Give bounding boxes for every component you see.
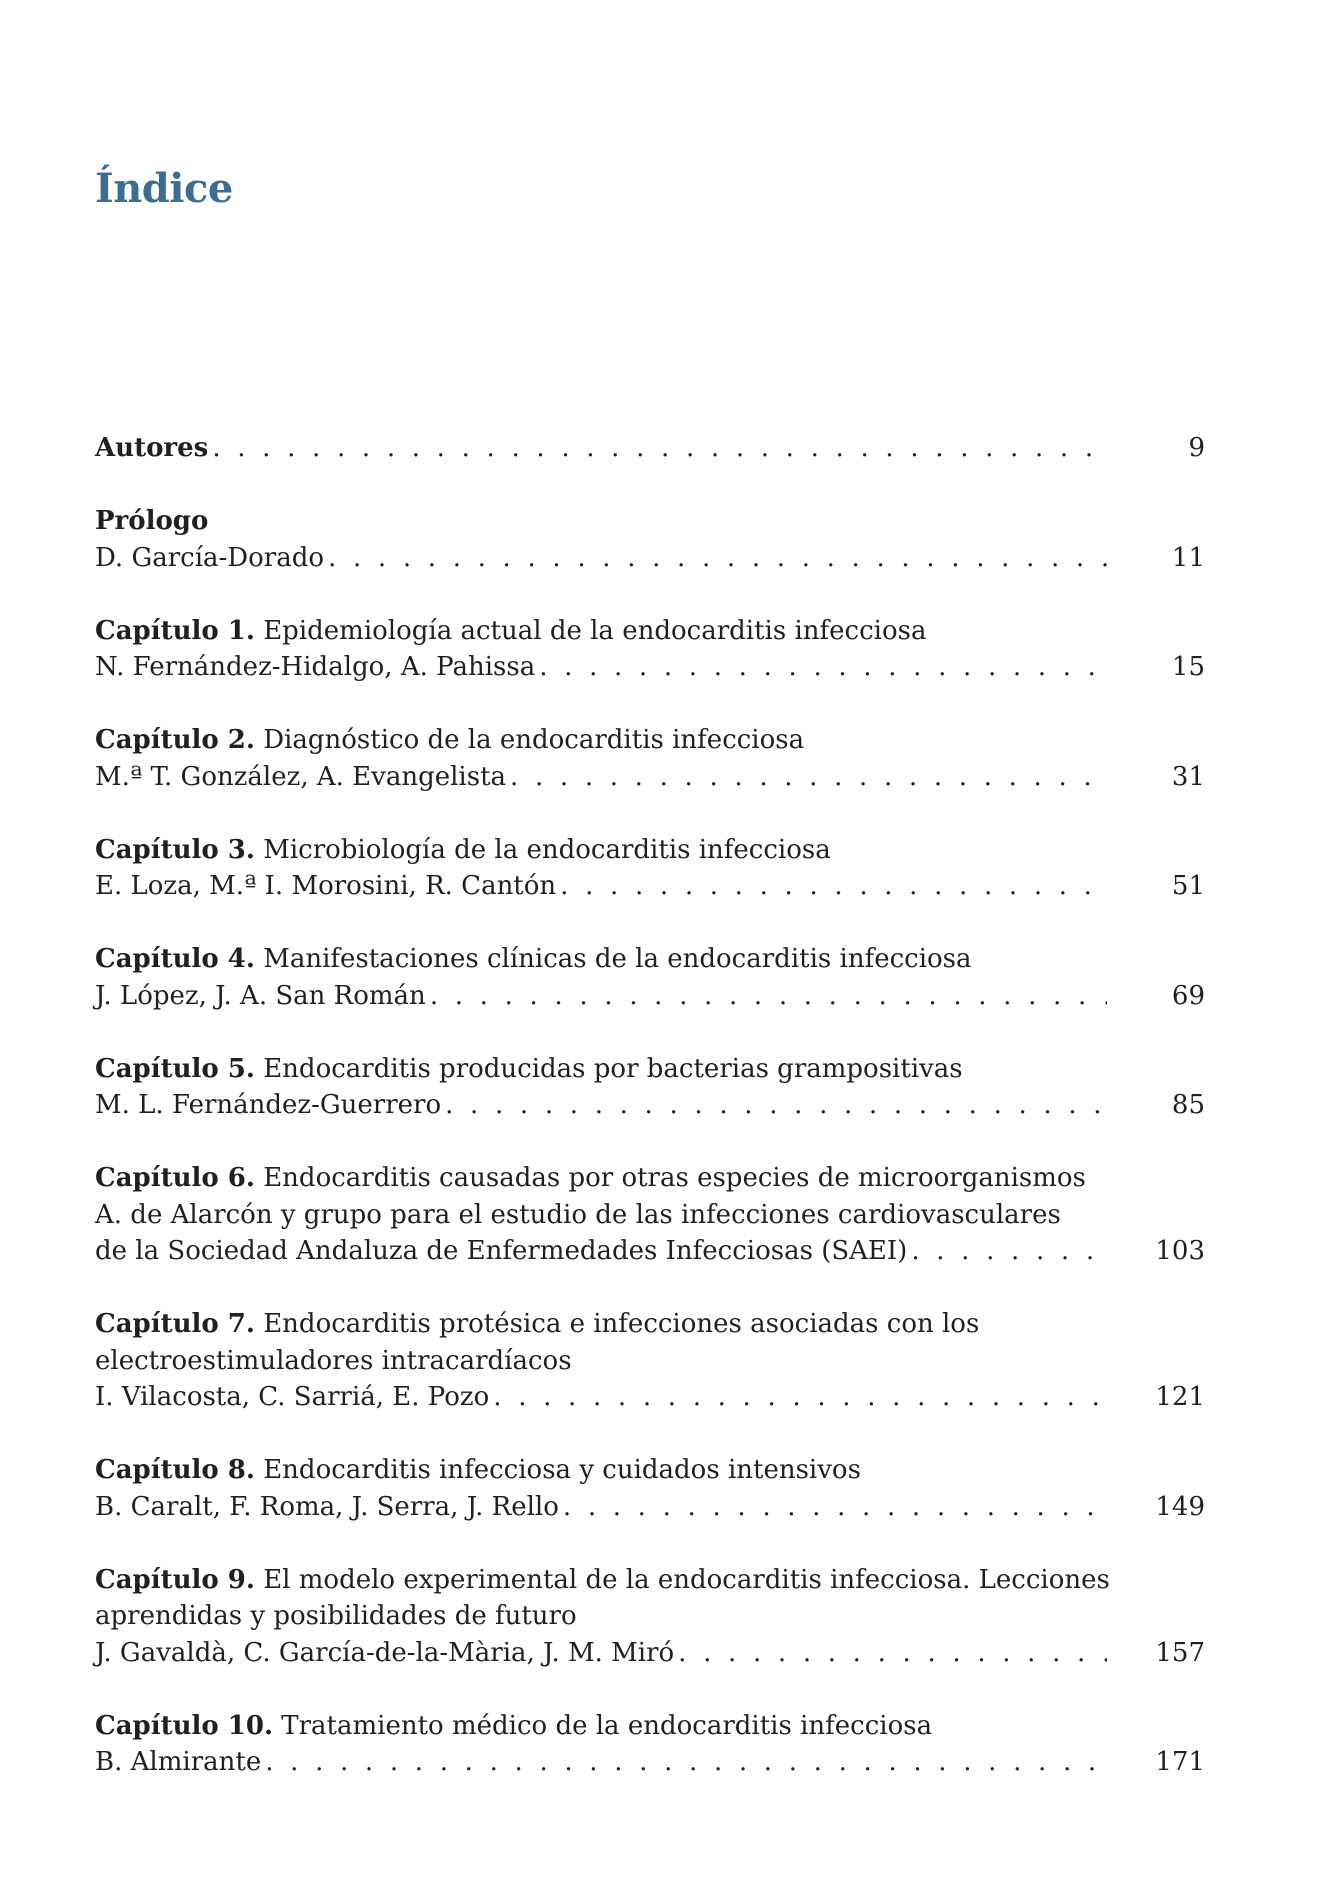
toc-entry-leader-row xyxy=(95,1379,1205,1416)
page-number: 11 xyxy=(1171,542,1205,573)
page-number: 85 xyxy=(1171,1090,1205,1120)
toc-entry xyxy=(95,503,1205,576)
toc-entry-heading-line xyxy=(95,1708,1205,1745)
chapter-title-text: A. de Alarcón y grupo para el estudio de las infecciones cardiovasculares xyxy=(95,1199,1061,1230)
toc-entry-heading-line xyxy=(95,1452,1205,1489)
authors-text: B. Almirante xyxy=(95,1747,262,1777)
toc-entry-heading-line xyxy=(95,1051,1205,1088)
page-number: 9 xyxy=(1188,433,1205,463)
dot-leader xyxy=(539,649,1107,686)
authors-text: J. Gavaldà, C. García-de-la-Mària, J. M. Miró xyxy=(95,1637,675,1668)
chapter-title-text: Epidemiología actual de la endocarditis infecciosa xyxy=(254,615,927,646)
dot-leader xyxy=(493,1379,1107,1416)
chapter-label: Capítulo 2. xyxy=(95,725,255,755)
toc-entry xyxy=(95,613,1205,686)
page-number: 171 xyxy=(1155,1747,1205,1777)
chapter-label: Capítulo 7. xyxy=(95,1309,255,1339)
chapter-title-text: Endocarditis producidas por bacterias grampositivas xyxy=(254,1053,963,1084)
dot-leader xyxy=(560,868,1107,905)
toc-entry xyxy=(95,1160,1205,1270)
chapter-label: Capítulo 8. xyxy=(95,1455,255,1485)
toc-entry-leader-row xyxy=(95,1087,1205,1124)
chapter-label: Capítulo 9. xyxy=(95,1564,255,1595)
chapter-title-text: Tratamiento médico de la endocarditis infecciosa xyxy=(273,1710,933,1741)
toc-entry-leader-row xyxy=(95,759,1205,796)
page-number: 31 xyxy=(1171,761,1205,792)
toc-entry-heading-line xyxy=(95,1306,1205,1343)
chapter-label: Capítulo 4. xyxy=(95,944,255,974)
chapter-label: Prólogo xyxy=(95,506,209,536)
toc-entry xyxy=(95,1306,1205,1416)
authors-text: N. Fernández-Hidalgo, A. Pahissa xyxy=(95,652,536,682)
toc-entry-heading-line xyxy=(95,503,1205,540)
toc-entry-heading-line xyxy=(95,941,1205,978)
toc-entry-leader-row xyxy=(95,540,1205,577)
toc-entry xyxy=(95,1452,1205,1525)
page-number: 157 xyxy=(1155,1637,1205,1668)
authors-text: B. Caralt, F. Roma, J. Serra, J. Rello xyxy=(95,1491,559,1522)
toc-entry xyxy=(95,941,1205,1014)
chapter-label: Capítulo 6. xyxy=(95,1163,255,1193)
authors-text: I. Vilacosta, C. Sarriá, E. Pozo xyxy=(95,1382,490,1412)
chapter-title-text: electroestimuladores intracardíacos xyxy=(95,1345,572,1376)
authors-text: M.ª T. González, A. Evangelista xyxy=(95,761,507,792)
dot-leader xyxy=(445,1087,1107,1124)
toc-entry xyxy=(95,832,1205,905)
chapter-label: Capítulo 10. xyxy=(95,1710,274,1741)
authors-text: E. Loza, M.ª I. Morosini, R. Cantón xyxy=(95,871,557,901)
dot-leader xyxy=(510,759,1107,796)
toc-entry-leader-row xyxy=(95,430,1205,467)
authors-text: de la Sociedad Andaluza de Enfermedades Infecciosas (SAEI) xyxy=(95,1236,908,1266)
toc-entry-leader-row xyxy=(95,1489,1205,1526)
dot-leader xyxy=(328,540,1107,577)
toc-entry-leader-row xyxy=(95,978,1205,1015)
page-number: 69 xyxy=(1171,980,1205,1011)
toc-entry-leader-row xyxy=(95,1635,1205,1672)
toc-entry xyxy=(95,1051,1205,1124)
dot-leader xyxy=(430,978,1107,1015)
toc-entry-leader-row xyxy=(95,1233,1205,1270)
toc-entry-heading-line xyxy=(95,832,1205,869)
toc-entry xyxy=(95,1562,1205,1672)
toc-entry xyxy=(95,430,1205,467)
toc-entry xyxy=(95,722,1205,795)
toc-entry-heading-line xyxy=(95,1343,1205,1380)
chapter-title-text: Diagnóstico de la endocarditis infecciosa xyxy=(254,725,805,755)
toc-entry-leader-row xyxy=(95,649,1205,686)
toc-entry-heading-line xyxy=(95,1197,1205,1234)
chapter-title-text: Endocarditis causadas por otras especies de microorganismos xyxy=(254,1163,1086,1193)
chapter-title-text: El modelo experimental de la endocarditis infecciosa. Lecciones xyxy=(254,1564,1110,1595)
table-of-contents xyxy=(95,430,1205,1817)
page-number: 149 xyxy=(1155,1491,1205,1522)
chapter-title-text: Endocarditis protésica e infecciones asociadas con los xyxy=(254,1309,980,1339)
authors-text: D. García-Dorado xyxy=(95,542,325,573)
section-label: Autores xyxy=(95,433,209,463)
authors-text: M. L. Fernández-Guerrero xyxy=(95,1090,442,1120)
chapter-label: Capítulo 3. xyxy=(95,834,255,865)
dot-leader xyxy=(265,1744,1107,1781)
dot-leader xyxy=(678,1635,1107,1672)
toc-entry-heading-line xyxy=(95,722,1205,759)
toc-entry-leader-row xyxy=(95,868,1205,905)
page-number: 15 xyxy=(1171,652,1205,682)
chapter-title-text: Manifestaciones clínicas de la endocarditis infecciosa xyxy=(254,944,972,974)
page-title: Índice xyxy=(95,165,233,212)
toc-entry xyxy=(95,1708,1205,1781)
page-number: 103 xyxy=(1155,1236,1205,1266)
chapter-title-text: Endocarditis infecciosa y cuidados intensivos xyxy=(254,1455,861,1485)
toc-entry-heading-line xyxy=(95,1562,1205,1599)
page-number: 51 xyxy=(1171,871,1205,901)
chapter-title-text: Microbiología de la endocarditis infecciosa xyxy=(254,834,831,865)
dot-leader xyxy=(911,1233,1107,1270)
dot-leader xyxy=(212,430,1107,467)
chapter-label: Capítulo 5. xyxy=(95,1053,255,1084)
toc-entry-heading-line xyxy=(95,613,1205,650)
toc-entry-heading-line xyxy=(95,1160,1205,1197)
chapter-title-text: aprendidas y posibilidades de futuro xyxy=(95,1601,577,1631)
page-number: 121 xyxy=(1155,1382,1205,1412)
toc-entry-leader-row xyxy=(95,1744,1205,1781)
chapter-label: Capítulo 1. xyxy=(95,615,255,646)
authors-text: J. López, J. A. San Román xyxy=(95,980,426,1011)
dot-leader xyxy=(563,1489,1107,1526)
toc-entry-heading-line xyxy=(95,1598,1205,1635)
